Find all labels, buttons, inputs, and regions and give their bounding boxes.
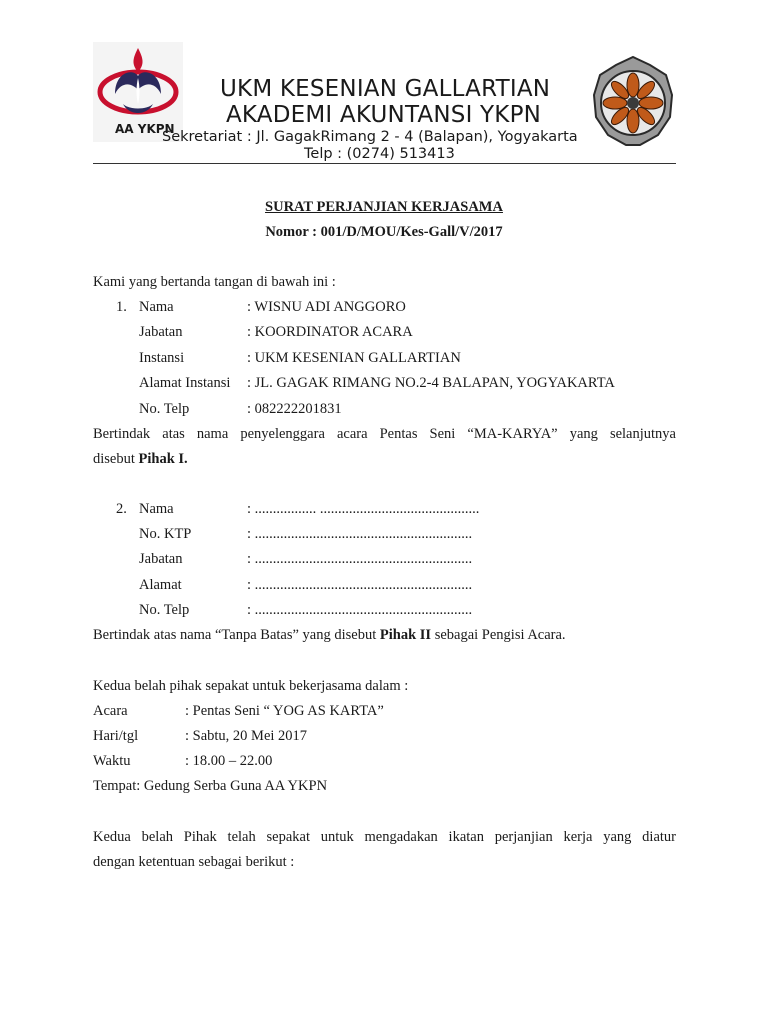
emblem-icon	[588, 55, 678, 155]
party1-name-value: : WISNU ADI ANGGORO	[247, 299, 406, 315]
place-text: Tempat: Gedung Serba Guna AA YKPN	[93, 778, 328, 794]
party1-address-label: Alamat Instansi	[139, 375, 231, 391]
org-address: Sekretariat : Jl. GagakRimang 2 - 4 (Balapan), Yogyakarta	[162, 129, 578, 145]
party2-designation: Pihak II	[379, 627, 432, 643]
party1-address-value: : JL. GAGAK RIMANG NO.2-4 BALAPAN, YOGYAKARTA	[247, 375, 615, 391]
party2-number: 2.	[116, 501, 127, 517]
party1-position-value: : KOORDINATOR ACARA	[247, 324, 413, 340]
party1-phone-label: No. Telp	[139, 401, 190, 417]
party2-phone-value: : ............................................................	[247, 602, 473, 618]
org-phone: Telp : (0274) 513413	[304, 146, 455, 162]
document-title: SURAT PERJANJIAN KERJASAMA	[265, 199, 503, 215]
party2-phone-label: No. Telp	[139, 602, 190, 618]
party2-name-label: Nama	[139, 501, 174, 517]
event-label: Acara	[93, 703, 128, 719]
party1-name-label: Nama	[139, 299, 174, 315]
party2-name-value: : ................. ............................................	[247, 501, 480, 517]
org-name-line1: UKM KESENIAN GALLARTIAN	[220, 76, 551, 102]
party2-ktp-label: No. KTP	[139, 526, 192, 542]
party1-institution-value: : UKM KESENIAN GALLARTIAN	[247, 350, 461, 366]
party2-ktp-value: : ............................................................	[247, 526, 473, 542]
aa-ykpn-logo	[93, 42, 183, 142]
closing-line2: dengan ketentuan sebagai berikut :	[93, 854, 295, 870]
time-value: : 18.00 – 22.00	[185, 753, 273, 769]
org-name-line2: AKADEMI AKUNTANSI YKPN	[226, 102, 542, 128]
party1-statement-line1: Bertindak atas nama penyelenggara acara Pentas Seni “MA-KARYA” yang selanjutnya	[93, 426, 676, 442]
intro-text: Kami yang bertanda tangan di bawah ini :	[93, 274, 336, 290]
party2-address-value: : ............................................................	[247, 577, 473, 593]
party2-position-value: : ............................................................	[247, 551, 473, 567]
party1-designation: Pihak I.	[138, 451, 188, 467]
aa-ykpn-logo-text: AA YKPN	[115, 122, 175, 136]
party2-address-label: Alamat	[139, 577, 182, 593]
party1-phone-value: : 082222201831	[247, 401, 342, 417]
party1-position-label: Jabatan	[139, 324, 183, 340]
agreement-intro: Kedua belah pihak sepakat untuk bekerjasama dalam :	[93, 678, 409, 694]
party2-statement: Bertindak atas nama “Tanpa Batas” yang disebut Pihak II sebagai Pengisi Acara.	[93, 627, 566, 643]
date-value: : Sabtu, 20 Mei 2017	[185, 728, 308, 744]
header-divider	[93, 163, 676, 164]
party1-number: 1.	[116, 299, 127, 315]
party1-statement-line2: disebut Pihak I.	[93, 451, 188, 467]
document-number: Nomor : 001/D/MOU/Kes-Gall/V/2017	[265, 224, 503, 240]
date-label: Hari/tgl	[93, 728, 139, 744]
time-label: Waktu	[93, 753, 131, 769]
party2-position-label: Jabatan	[139, 551, 183, 567]
party1-institution-label: Instansi	[139, 350, 185, 366]
gallartian-emblem	[588, 55, 678, 155]
closing-line1: Kedua belah Pihak telah sepakat untuk mengadakan ikatan perjanjian kerja yang diatur	[93, 829, 676, 845]
event-value: : Pentas Seni “ YOG AS KARTA”	[185, 703, 384, 719]
